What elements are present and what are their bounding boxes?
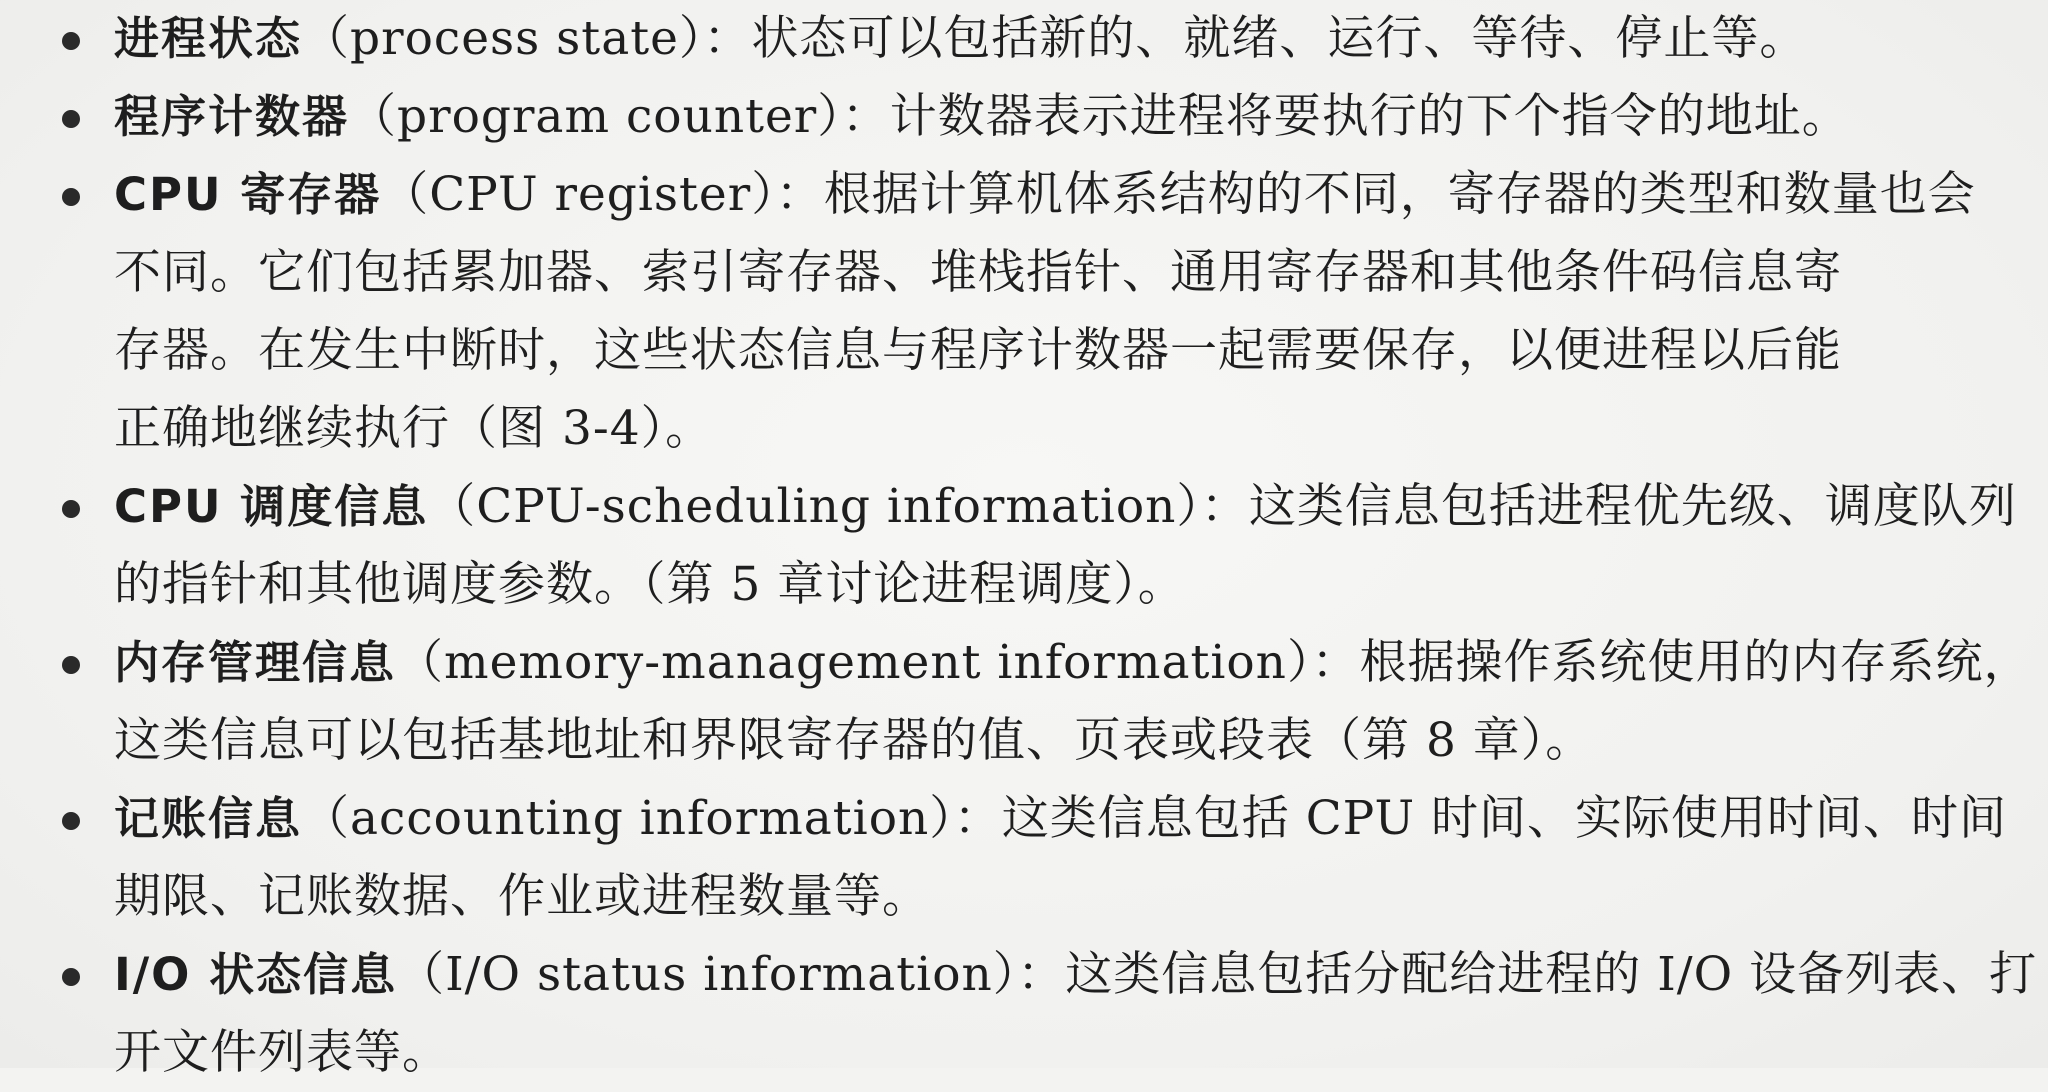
term-label: 内存管理信息 (114, 636, 397, 689)
item-text: （memory-management information）：根据操作系统使用的内存系统， (396, 635, 2032, 690)
list-item (60, 78, 2030, 156)
item-text: 的指针和其他调度参数。（第 5 章讨论进程调度）。 (114, 557, 1186, 612)
item-text: （program counter）：计数器表示进程将要执行的下个指令的地址。 (349, 89, 1850, 144)
term-label: CPU 寄存器 (114, 168, 382, 221)
item-text: 存器。在发生中断时，这些状态信息与程序计数器一起需要保存，以便进程以后能 (114, 323, 1842, 378)
item-text: 期限、记账数据、作业或进程数量等。 (114, 869, 930, 924)
pcb-field-list (60, 0, 2038, 1092)
item-text: 不同。它们包括累加器、索引寄存器、堆栈指针、通用寄存器和其他条件码信息寄 (114, 245, 1842, 300)
bullet-icon (62, 500, 80, 518)
item-text: （I/O status information）：这类信息包括分配给进程的 I/O 设备列表、打 (397, 947, 2038, 1002)
bullet-icon (62, 656, 80, 674)
item-text: 这类信息可以包括基地址和界限寄存器的值、页表或段表（第 8 章）。 (114, 713, 1594, 768)
item-line (114, 936, 2038, 1014)
item-line (114, 468, 2030, 546)
item-line (114, 78, 2030, 156)
item-text: （CPU register）：根据计算机体系结构的不同，寄存器的类型和数量也会 (381, 167, 1976, 222)
item-text: （accounting information）：这类信息包括 CPU 时间、实际使用时间、时间 (302, 791, 2008, 846)
bullet-icon (62, 968, 80, 986)
item-line (114, 624, 2030, 702)
item-line (114, 0, 2030, 78)
list-item (60, 0, 2030, 78)
item-text: （CPU-scheduling information）：这类信息包括进程优先级、调度队列 (428, 479, 2017, 534)
item-line (114, 156, 2030, 234)
bullet-icon (62, 812, 80, 830)
item-text: 开文件列表等。 (114, 1025, 450, 1080)
list-item (60, 624, 2030, 780)
list-item (60, 468, 2030, 624)
list-item (60, 156, 2030, 468)
list-item (60, 936, 2038, 1092)
list-item (60, 780, 2030, 936)
term-label: 程序计数器 (114, 90, 350, 143)
bullet-icon (62, 32, 80, 50)
term-label: 进程状态 (114, 12, 303, 65)
bullet-icon (62, 110, 80, 128)
term-label: CPU 调度信息 (114, 480, 429, 533)
term-label: I/O 状态信息 (114, 948, 398, 1001)
item-text: 正确地继续执行（图 3-4）。 (114, 401, 714, 456)
item-text: （process state）：状态可以包括新的、就绪、运行、等待、停止等。 (302, 11, 1808, 66)
bullet-icon (62, 188, 80, 206)
item-line (114, 780, 2030, 858)
term-label: 记账信息 (114, 792, 303, 845)
